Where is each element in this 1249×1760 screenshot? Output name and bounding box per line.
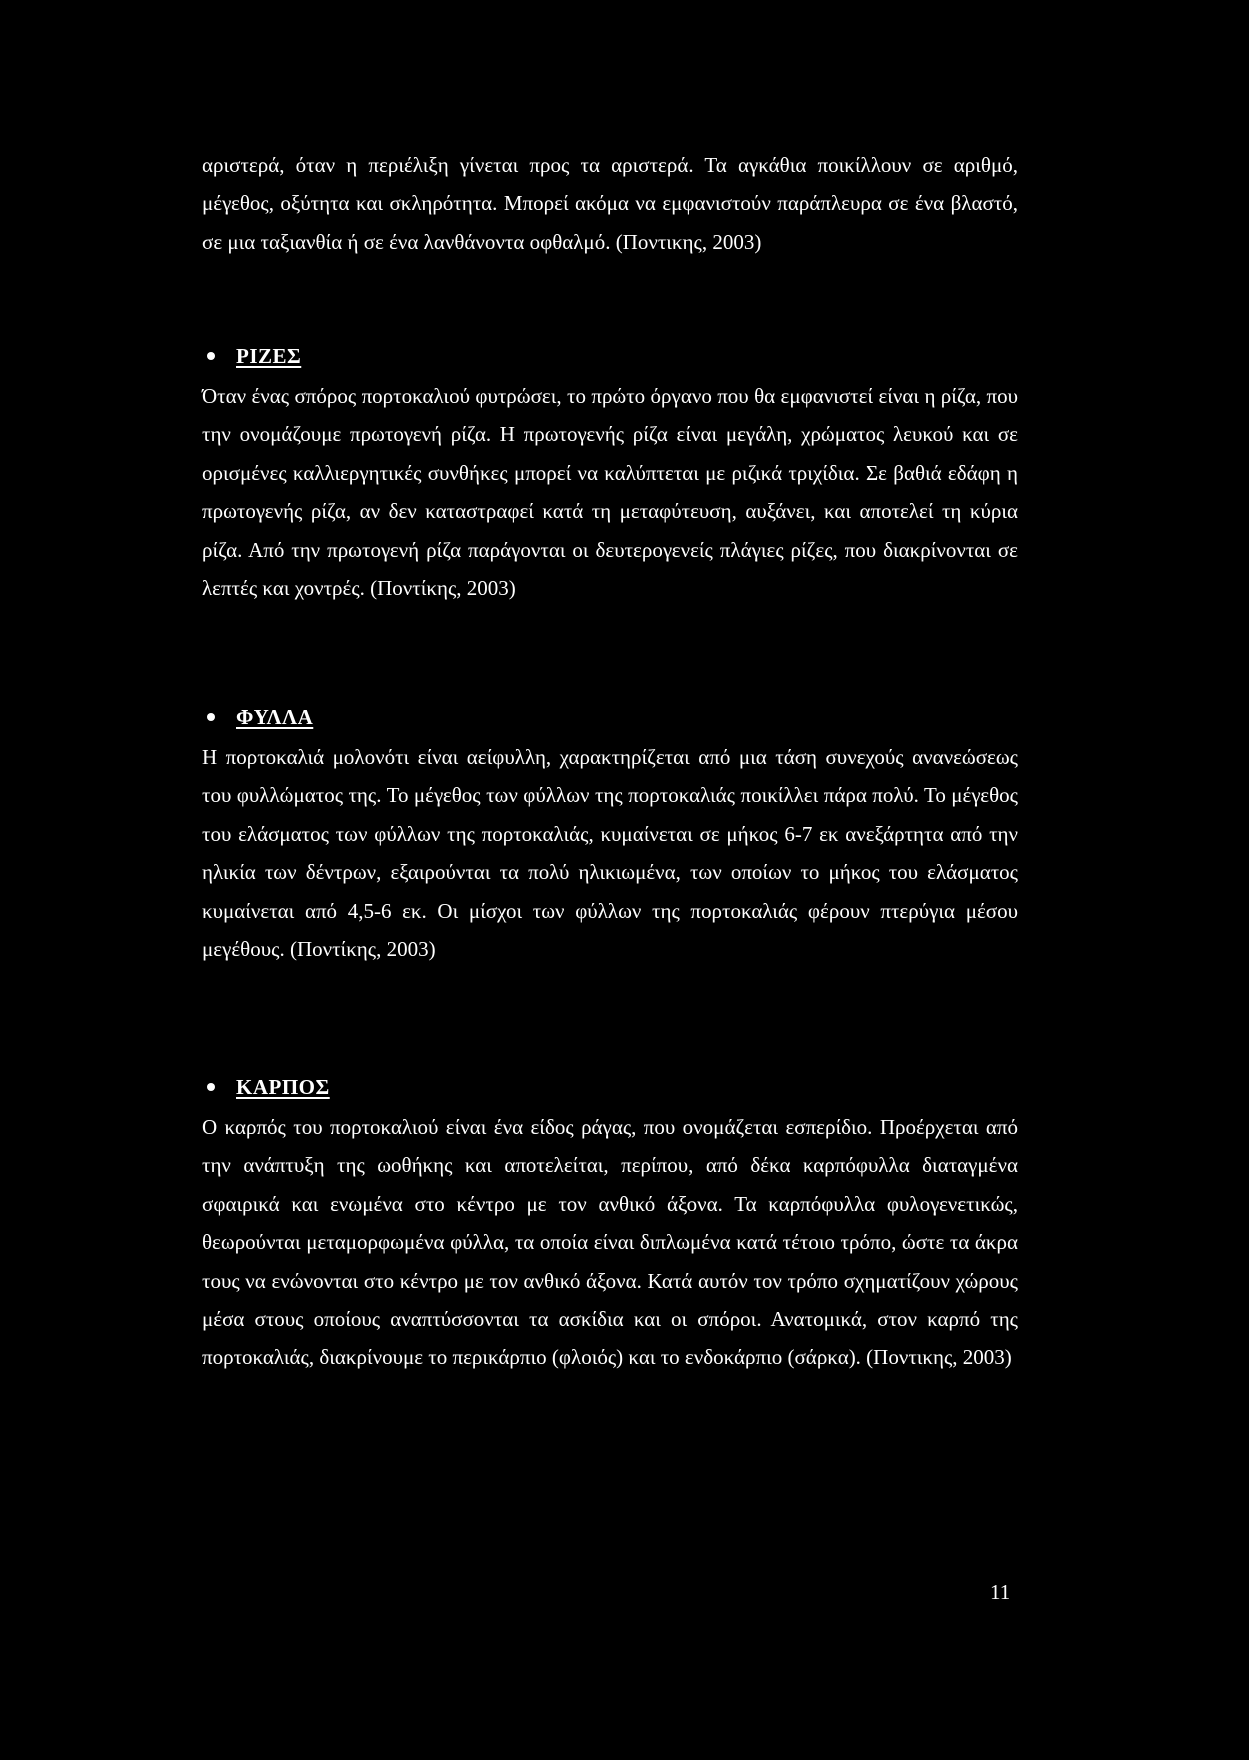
bullet-icon — [207, 352, 215, 360]
intro-paragraph: αριστερά, όταν η περιέλιξη γίνεται προς τα αριστερά. Τα αγκάθια ποικίλλουν σε αριθμό, μέγεθος, οξύτητα και σκληρότητα. Μπορεί ακόμα να εμφανιστούν παράπλευρα σε ένα βλαστό, σε μια ταξιανθία ή σε ένα λανθάνοντα οφθαλμό. (Ποντικης, 2003) — [202, 153, 1018, 254]
section-heading-leaves: ΦΥΛΛΑ — [236, 704, 314, 729]
section-heading-row — [202, 1067, 1018, 1107]
section-heading-row — [202, 336, 1018, 376]
section-body-leaves: Η πορτοκαλιά μολονότι είναι αείφυλλη, χαρακτηρίζεται από μια τάση συνεχούς ανανεώσεως του φυλλώματος της. Το μέγεθος των φύλλων της πορτοκαλιάς ποικίλλει πάρα πολύ. Το μέγεθος του ελάσματος των φύλλων της πορτοκαλιάς, κυμαίνεται σε μήκος 6-7 εκ ανεξάρτητα από την ηλικία των δέντρων, εξαιρούνται τα πολύ ηλικιωμένα, των οποίων το μήκος του ελάσματος κυμαίνεται από 4,5-6 εκ. Οι μίσχοι των φύλλων της πορτοκαλιάς φέρουν πτερύγια μέσου μεγέθους. (Ποντίκης, 2003) — [202, 745, 1018, 962]
bullet-icon — [207, 713, 215, 721]
section-leaves — [202, 697, 1018, 968]
bullet-icon — [207, 1083, 215, 1091]
section-heading-fruit: ΚΑΡΠΟΣ — [236, 1074, 330, 1099]
section-heading-row — [202, 697, 1018, 737]
page-number: 11 — [990, 1580, 1011, 1604]
section-body-roots: Όταν ένας σπόρος πορτοκαλιού φυτρώσει, το πρώτο όργανο που θα εμφανιστεί είναι η ρίζα, που την ονομάζουμε πρωτογενή ρίζα. Η πρωτογενής ρίζα είναι μεγάλη, χρώματος λευκού και σε ορισμένες καλλιεργητικές συνθήκες μπορεί να καλύπτεται με ριζικά τριχίδια. Σε βαθιά εδάφη η πρωτογενής ρίζα, αν δεν καταστραφεί κατά τη μεταφύτευση, αυξάνει, και αποτελεί τη κύρια ρίζα. Από την πρωτογενή ρίζα παράγονται οι δευτερογενείς πλάγιες ρίζες, που διακρίνονται σε λεπτές και χοντρές. (Ποντίκης, 2003) — [202, 384, 1018, 601]
section-body-fruit: Ο καρπός του πορτοκαλιού είναι ένα είδος ράγας, που ονομάζεται εσπερίδιο. Προέρχεται από την ανάπτυξη της ωοθήκης και αποτελείται, περίπου, από δέκα καρπόφυλλα διαταγμένα σφαιρικά και ενωμένα στο κέντρο με τον ανθικό άξονα. Τα καρπόφυλλα φυλογενετικώς, θεωρούνται μεταμορφωμένα φύλλα, τα οποία είναι διπλωμένα κατά τέτοιο τρόπο, ώστε τα άκρα τους να ενώνονται στο κέντρο με τον ανθικό άξονα. Κατά αυτόν τον τρόπο σχηματίζουν χώρους μέσα στους οποίους αναπτύσσονται τα ασκίδια και οι σπόροι. Ανατομικά, στον καρπό της πορτοκαλιάς, διακρίνουμε το περικάρπιο (φλοιός) και το ενδοκάρπιο (σάρκα). (Ποντικης, 2003) — [202, 1115, 1018, 1370]
section-fruit — [202, 1067, 1018, 1377]
section-heading-roots: ΡΙΖΕΣ — [236, 343, 302, 368]
section-roots — [202, 336, 1018, 607]
